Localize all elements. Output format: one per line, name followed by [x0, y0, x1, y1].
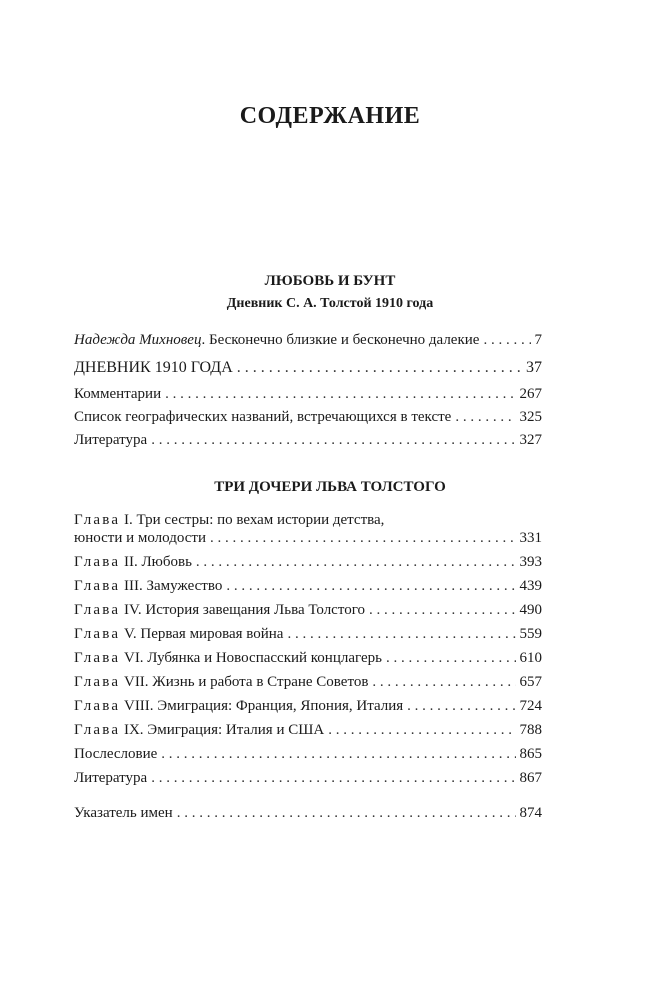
entry-text: Литература	[74, 770, 148, 786]
toc-entry[interactable]	[74, 577, 542, 595]
leader-dots	[386, 649, 516, 667]
entry-text-cont: юности и молодости	[74, 530, 206, 546]
leader-dots	[407, 697, 515, 715]
toc-entry[interactable]	[74, 649, 542, 667]
entry-page: 327	[519, 432, 542, 448]
entry-page: 439	[519, 578, 542, 594]
entry-text: V. Первая мировая война	[123, 626, 284, 642]
leader-dots	[328, 721, 515, 739]
toc-entry[interactable]	[74, 331, 542, 349]
section2-title: ТРИ ДОЧЕРИ ЛЬВА ТОЛСТОГО	[214, 479, 446, 495]
entry-prefix: Глава	[74, 698, 121, 714]
entry-text: III. Замужество	[123, 578, 223, 594]
entry-text: I. Три сестры: по вехам истории детства,	[123, 512, 385, 528]
entry-page: 331	[519, 530, 542, 546]
entry-text: VIII. Эмиграция: Франция, Япония, Италия	[123, 698, 404, 714]
leader-dots	[151, 431, 515, 449]
leader-dots	[165, 385, 515, 403]
leader-dots	[210, 529, 516, 547]
entry-prefix: Глава	[74, 602, 121, 618]
entry-text: VI. Лубянка и Новоспасский концлагерь	[123, 650, 382, 666]
entry-page: 325	[519, 409, 542, 425]
entry-text: IX. Эмиграция: Италия и США	[123, 722, 325, 738]
entry-text: ДНЕВНИК 1910 ГОДА	[74, 359, 233, 376]
toc-entry[interactable]	[74, 601, 542, 619]
entry-text: Послесловие	[74, 746, 158, 762]
toc-entry[interactable]	[74, 625, 542, 643]
toc-entry[interactable]	[74, 529, 542, 547]
entry-text: Указатель имен	[74, 805, 173, 821]
toc-entry[interactable]	[74, 721, 542, 739]
entry-prefix: Глава	[74, 722, 121, 738]
leader-dots	[369, 601, 516, 619]
entry-page: 267	[519, 386, 542, 402]
leader-dots	[483, 331, 530, 349]
toc-entry[interactable]	[74, 673, 542, 691]
page-title: СОДЕРЖАНИЕ	[239, 103, 421, 129]
toc-entry-index[interactable]	[74, 804, 542, 822]
section1-subtitle: Дневник С. А. Толстой 1910 года	[226, 296, 434, 311]
leader-dots	[151, 769, 515, 787]
entry-prefix: Глава	[74, 578, 121, 594]
entry-page: 393	[519, 554, 542, 570]
entry-page: 724	[519, 698, 542, 714]
toc-entry-line1[interactable]	[74, 511, 384, 529]
toc-entry[interactable]	[74, 769, 542, 787]
leader-dots	[177, 804, 516, 822]
entry-text: IV. История завещания Льва Толстого	[123, 602, 365, 618]
entry-prefix: Глава	[74, 512, 121, 528]
entry-prefix: Глава	[74, 626, 121, 642]
entry-page: 788	[519, 722, 542, 738]
entry-page: 865	[519, 746, 542, 762]
entry-text: Список географических названий, встречающихся в тексте	[74, 409, 452, 425]
leader-dots	[196, 553, 516, 571]
toc-entry[interactable]	[74, 553, 542, 571]
entry-page: 559	[519, 626, 542, 642]
entry-text: Литература	[74, 432, 148, 448]
toc-entry[interactable]	[74, 359, 542, 377]
entry-page: 490	[519, 602, 542, 618]
entry-text: II. Любовь	[123, 554, 192, 570]
entry-page: 610	[519, 650, 542, 666]
leader-dots	[455, 408, 515, 426]
toc-entry[interactable]	[74, 745, 542, 763]
entry-page: 37	[526, 359, 542, 376]
leader-dots	[226, 577, 515, 595]
entry-page: 874	[519, 805, 542, 821]
entry-text: Комментарии	[74, 386, 162, 402]
entry-page: 867	[519, 770, 542, 786]
entry-page: 7	[534, 332, 542, 348]
entry-prefix: Глава	[74, 650, 121, 666]
entry-prefix: Глава	[74, 674, 121, 690]
entry-author: Надежда Михновец	[74, 332, 202, 348]
entry-text: . Бесконечно близкие и бесконечно далекие	[201, 332, 480, 348]
leader-dots	[287, 625, 515, 643]
leader-dots	[161, 745, 515, 763]
toc-entry[interactable]	[74, 408, 542, 426]
leader-dots	[372, 673, 515, 691]
toc-entry[interactable]	[74, 431, 542, 449]
leader-dots	[237, 359, 522, 377]
entry-text: VII. Жизнь и работа в Стране Советов	[123, 674, 369, 690]
entry-prefix: Глава	[74, 554, 121, 570]
toc-entry[interactable]	[74, 697, 542, 715]
toc-entry[interactable]	[74, 385, 542, 403]
entry-page: 657	[519, 674, 542, 690]
section1-title: ЛЮБОВЬ И БУНТ	[264, 273, 396, 289]
